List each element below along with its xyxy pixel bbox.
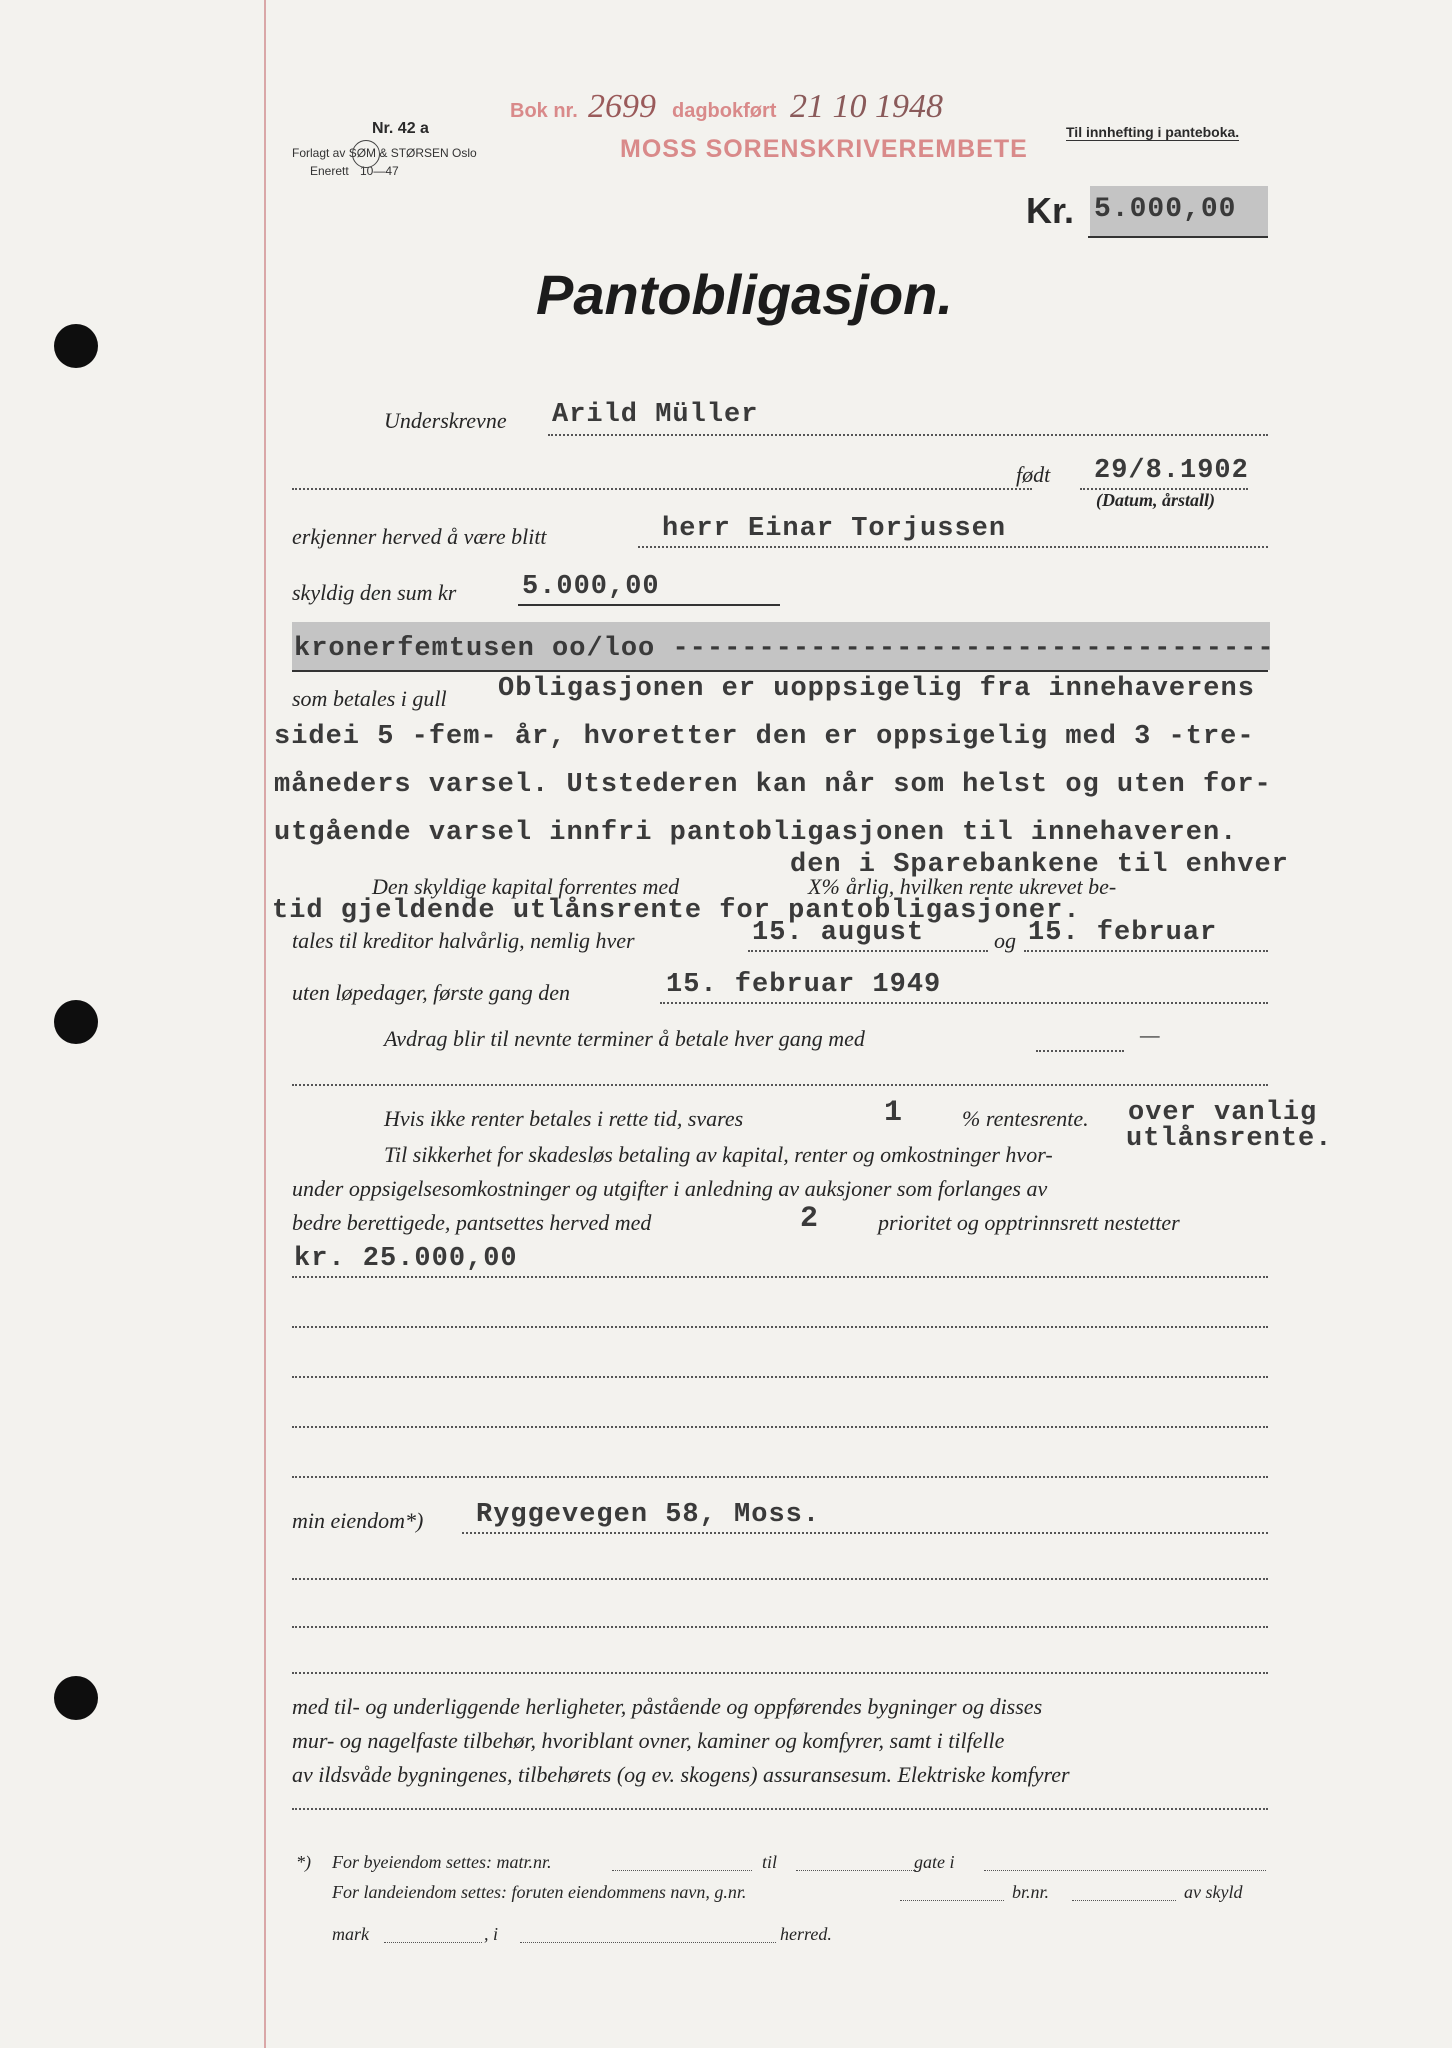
terms-line-4: utgående varsel innfri pantobligasjonen til innehaveren. bbox=[274, 818, 1238, 848]
terms-line-1: Obligasjonen er uoppsigelig fra innehaverens bbox=[498, 674, 1255, 704]
og-label: og bbox=[994, 928, 1016, 953]
fodt-hint: (Datum, årstall) bbox=[1096, 490, 1216, 510]
prioritet-value: 2 bbox=[800, 1202, 820, 1236]
eiendom-value: Ryggevegen 58, Moss. bbox=[476, 1500, 821, 1530]
footnote-line-2c: av skyld bbox=[1184, 1882, 1243, 1902]
eiendom-line bbox=[462, 1532, 1268, 1534]
avdrag-line-2 bbox=[292, 1084, 1268, 1086]
footnote-line-2a: For landeiendom settes: foruten eiendommens navn, g.nr. bbox=[332, 1882, 747, 1902]
stamp-office: MOSS SORENSKRIVEREMBETE bbox=[620, 135, 1028, 163]
words-value: kronerfemtusen oo/loo ----------------------------------- bbox=[294, 634, 1275, 664]
lopedager-value: 15. februar 1949 bbox=[666, 970, 942, 1000]
footnote-dots-2 bbox=[796, 1870, 916, 1871]
underskrevne-label: Underskrevne bbox=[384, 408, 507, 433]
prior-line-1 bbox=[292, 1276, 1268, 1278]
footnote-line-1c: gate i bbox=[914, 1852, 955, 1872]
sikkerhet-line-2: under oppsigelsesomkostninger og utgifter i anledning av auksjoner som forlanges av bbox=[292, 1176, 1048, 1201]
herlighet-line-3: av ildsvåde bygningenes, tilbehørets (og ev. skogens) assuransesum. Elektriske komfyrer bbox=[292, 1762, 1070, 1787]
eiendom-line-2 bbox=[292, 1578, 1268, 1580]
prior-line-5 bbox=[292, 1476, 1268, 1478]
footnote-line-3c: herred. bbox=[780, 1924, 832, 1944]
skyldig-line bbox=[518, 604, 780, 606]
margin-line bbox=[264, 0, 266, 2048]
amount-underline bbox=[1088, 236, 1268, 238]
footnote-mark: *) bbox=[296, 1852, 311, 1872]
eiendom-label: min eiendom*) bbox=[292, 1508, 424, 1533]
tales-value-2: 15. februar bbox=[1028, 918, 1218, 948]
sikkerhet-line-3a: bedre berettigede, pantsettes herved med bbox=[292, 1210, 652, 1235]
stamp-date: 21 10 1948 bbox=[790, 88, 943, 125]
tales-line-1 bbox=[748, 950, 988, 952]
prior-line-2 bbox=[292, 1326, 1268, 1328]
terms-line-2: sidei 5 -fem- år, hvoretter den er oppsigelig med 3 -tre- bbox=[274, 722, 1255, 752]
page-title: Pantobligasjon. bbox=[536, 263, 953, 326]
punch-hole-top bbox=[54, 324, 98, 368]
stamp-label: Bok nr. bbox=[510, 100, 578, 122]
tales-label: tales til kreditor halvårlig, nemlig hver bbox=[292, 928, 635, 953]
avdrag-label: Avdrag blir til nevnte terminer å betale hver gang med bbox=[384, 1026, 865, 1051]
skyldig-label: skyldig den sum kr bbox=[292, 580, 457, 605]
terms-line-3: måneders varsel. Utstederen kan når som helst og uten for- bbox=[274, 770, 1272, 800]
footnote-line-2b: br.nr. bbox=[1012, 1882, 1050, 1902]
prior-line-3 bbox=[292, 1376, 1268, 1378]
tales-value-1: 15. august bbox=[752, 918, 925, 948]
underskrevne-value: Arild Müller bbox=[552, 400, 759, 430]
form-number: Nr. 42 a bbox=[372, 120, 429, 137]
sikkerhet-line-1: Til sikkerhet for skadesløs betaling av kapital, renter og omkostninger hvor- bbox=[384, 1142, 1053, 1167]
blitt-value: herr Einar Torjussen bbox=[662, 514, 1007, 544]
lopedager-line bbox=[660, 1002, 1268, 1004]
footnote-dots-1 bbox=[612, 1870, 752, 1871]
publisher-code: 10—47 bbox=[360, 164, 399, 178]
rente-typed-1: den i Sparebankene til enhver bbox=[790, 850, 1289, 880]
rente-label-2: årlig, hvilken rente ukrevet be- bbox=[846, 874, 1117, 899]
footnote-line-1b: til bbox=[762, 1852, 778, 1872]
blitt-label: erkjenner herved å være blitt bbox=[292, 524, 547, 549]
herlighet-line-4 bbox=[292, 1808, 1268, 1810]
herlighet-line-2: mur- og nagelfaste tilbehør, hvoriblant ovner, kaminer og komfyrer, samt i tilfelle bbox=[292, 1728, 1005, 1753]
hvis-value: 1 bbox=[884, 1096, 904, 1130]
rente-pct: X% bbox=[808, 874, 840, 899]
stamp-number: 2699 bbox=[588, 88, 656, 125]
eiendom-line-3 bbox=[292, 1626, 1268, 1628]
rente-typed-2: tid gjeldende utlånsrente for pantobligasjoner. bbox=[272, 896, 1081, 926]
eiendom-line-4 bbox=[292, 1672, 1268, 1674]
footnote-dots-7 bbox=[520, 1942, 776, 1943]
footnote-dots-4 bbox=[900, 1900, 1004, 1901]
filing-note: Til innhefting i panteboka. bbox=[1066, 124, 1240, 140]
fodt-label: født bbox=[1016, 462, 1051, 487]
publisher-line: Forlagt av SØM & STØRSEN Oslo bbox=[292, 146, 477, 160]
tales-line-2 bbox=[1024, 950, 1268, 952]
avdrag-value: — bbox=[1140, 1022, 1160, 1047]
hvis-label: Hvis ikke renter betales i rette tid, svares bbox=[384, 1106, 744, 1131]
fodt-value: 29/8.1902 bbox=[1094, 456, 1249, 486]
footnote-line-3a: mark bbox=[332, 1924, 369, 1944]
lopedager-label: uten løpedager, første gang den bbox=[292, 980, 571, 1005]
gull-label: som betales i gull bbox=[292, 686, 447, 711]
prior-line-4 bbox=[292, 1426, 1268, 1428]
footnote-dots-5 bbox=[1072, 1900, 1176, 1901]
publisher-logo-icon bbox=[352, 140, 380, 168]
publisher-enerett: Enerett bbox=[310, 164, 349, 178]
hvis-typed-1: over vanlig bbox=[1128, 1098, 1318, 1128]
footnote-line-1a: For byeiendom settes: matr.nr. bbox=[332, 1852, 552, 1872]
footnote-line-3b: , i bbox=[484, 1924, 499, 1944]
prior-amount: kr. 25.000,00 bbox=[294, 1244, 518, 1274]
words-line bbox=[292, 670, 1268, 672]
rente-label: Den skyldige kapital forrentes med bbox=[372, 874, 680, 899]
hvis-label-2: % rentesrente. bbox=[962, 1106, 1089, 1131]
underskrevne-line bbox=[548, 434, 1268, 436]
footnote-dots-6 bbox=[384, 1942, 482, 1943]
footnote-dots-3 bbox=[984, 1870, 1266, 1871]
avdrag-line bbox=[1036, 1050, 1124, 1052]
sikkerhet-line-3b: prioritet og opptrinnsrett nestetter bbox=[878, 1210, 1180, 1235]
stamp-dagbokfort: dagbokført bbox=[672, 100, 777, 122]
punch-hole-middle bbox=[54, 1000, 98, 1044]
amount-prefix: Kr. bbox=[1026, 190, 1075, 231]
punch-hole-bottom bbox=[54, 1676, 98, 1720]
hvis-typed-2: utlånsrente. bbox=[1126, 1124, 1333, 1154]
blitt-line bbox=[638, 546, 1268, 548]
skyldig-value: 5.000,00 bbox=[522, 572, 660, 602]
name-continuation-line bbox=[292, 488, 1032, 490]
herlighet-line-1: med til- og underliggende herligheter, påstående og oppførendes bygninger og disses bbox=[292, 1694, 1043, 1719]
amount-value: 5.000,00 bbox=[1094, 194, 1237, 225]
